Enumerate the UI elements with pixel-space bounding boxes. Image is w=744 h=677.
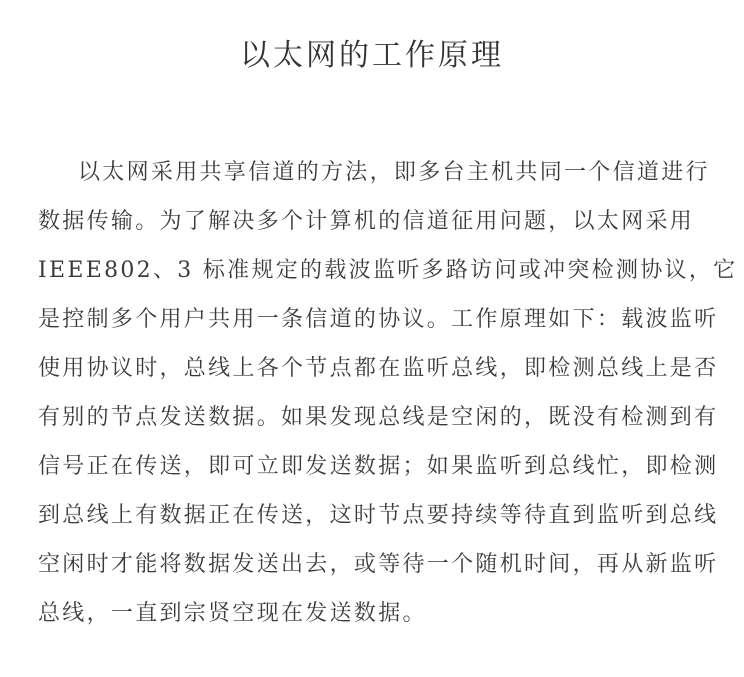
paragraph-line-2: 数据传输。为了解决多个计算机的信道征用问题，以太网采用 bbox=[38, 209, 695, 234]
paragraph-line-7: 信号正在传送，即可立即发送数据；如果监听到总线忙，即检测 bbox=[38, 454, 719, 479]
paragraph-line-1: 以太网采用共享信道的方法，即多台主机共同一个信道进行 bbox=[78, 160, 710, 185]
paragraph-line-6: 有别的节点发送数据。如果发现总线是空闲的，既没有检测到有 bbox=[38, 405, 719, 430]
document-paragraph bbox=[38, 148, 738, 638]
document-title: 以太网的工作原理 bbox=[240, 38, 504, 73]
paragraph-line-8: 到总线上有数据正在传送，这时节点要持续等待直到监听到总线 bbox=[38, 503, 719, 528]
paragraph-line-10: 总线，一直到宗贤空现在发送数据。 bbox=[38, 601, 427, 626]
paragraph-line-9: 空闲时才能将数据发送出去，或等待一个随机时间，再从新监听 bbox=[38, 552, 719, 577]
paragraph-line-4: 是控制多个用户共用一条信道的协议。工作原理如下：载波监听 bbox=[38, 307, 719, 332]
paragraph-line-3: IEEE802、3 标准规定的载波监听多路访问或冲突检测协议，它 bbox=[38, 258, 738, 283]
paragraph-line-5: 使用协议时，总线上各个节点都在监听总线，即检测总线上是否 bbox=[38, 356, 719, 381]
